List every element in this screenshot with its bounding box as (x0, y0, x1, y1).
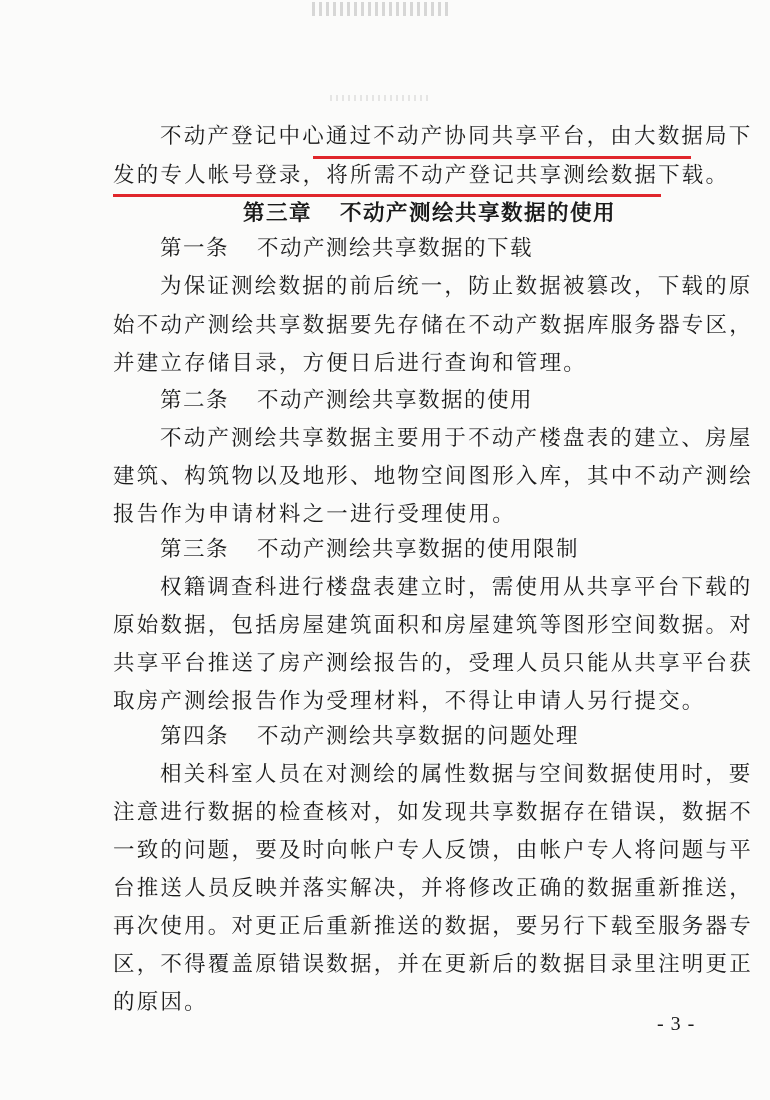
article-3-line: 权籍调查科进行楼盘表建立时，需使用从共享平台下载的 (160, 575, 753, 600)
article-3-line: 取房产测绘报告作为受理材料，不得让申请人另行提交。 (113, 689, 706, 714)
article-4-line: 的原因。 (113, 990, 208, 1015)
article-4-line: 再次使用。对更正后重新推送的数据，要另行下载至服务器专 (113, 914, 753, 939)
article-4-line: 台推送人员反映并落实解决，并将修改正确的数据重新推送， (113, 876, 753, 901)
red-underline (113, 194, 661, 197)
intro-line-1: 不动产登记中心通过不动产协同共享平台，由大数据局下 (160, 124, 753, 149)
article-3-line: 共享平台推送了房产测绘报告的，受理人员只能从共享平台获 (113, 651, 753, 676)
article-title: 不动产测绘共享数据的下载 (257, 236, 534, 261)
article-3-line: 原始数据，包括房屋建筑面积和房屋建筑等图形空间数据。对 (113, 613, 753, 638)
article-4-line: 相关科室人员在对测绘的属性数据与空间数据使用时，要 (160, 762, 753, 787)
article-1-line: 为保证测绘数据的前后统一，防止数据被篡改，下载的原 (160, 274, 753, 299)
article-2-line: 不动产测绘共享数据主要用于不动产楼盘表的建立、房屋 (160, 426, 753, 451)
article-number: 第四条 (160, 724, 230, 749)
article-4-heading (160, 722, 579, 752)
article-1-line: 并建立存储目录，方便日后进行查询和管理。 (113, 351, 588, 376)
article-4-line: 区，不得覆盖原错误数据，并在更新后的数据目录里注明更正 (113, 952, 753, 977)
article-title: 不动产测绘共享数据的问题处理 (257, 724, 580, 749)
article-4-line: 注意进行数据的检查核对，如发现共享数据存在错误，数据不 (113, 800, 753, 825)
scan-artifact (330, 95, 430, 101)
article-3-heading (160, 535, 579, 565)
chapter-heading (243, 199, 616, 229)
article-2-line: 建筑、构筑物以及地形、地物空间图形入库，其中不动产测绘 (113, 464, 753, 489)
article-number: 第三条 (160, 537, 230, 562)
article-title: 不动产测绘共享数据的使用 (257, 388, 534, 413)
article-1-line: 始不动产测绘共享数据要先存储在不动产数据库服务器专区， (113, 313, 753, 338)
intro-line-2: 发的专人帐号登录，将所需不动产登记共享测绘数据下载。 (113, 163, 730, 188)
article-title: 不动产测绘共享数据的使用限制 (257, 537, 580, 562)
article-2-heading (160, 386, 533, 416)
article-number: 第一条 (160, 236, 230, 261)
scan-artifact (312, 2, 452, 16)
article-1-heading (160, 234, 533, 264)
red-underline (313, 156, 691, 159)
article-4-line: 一致的问题，要及时向帐户专人反馈，由帐户专人将问题与平 (113, 838, 753, 863)
article-number: 第二条 (160, 388, 230, 413)
chapter-title: 不动产测绘共享数据的使用 (340, 201, 617, 226)
chapter-number: 第三章 (243, 201, 313, 226)
page-number: - 3 - (657, 1013, 696, 1035)
article-2-line: 报告作为申请材料之一进行受理使用。 (113, 502, 516, 527)
